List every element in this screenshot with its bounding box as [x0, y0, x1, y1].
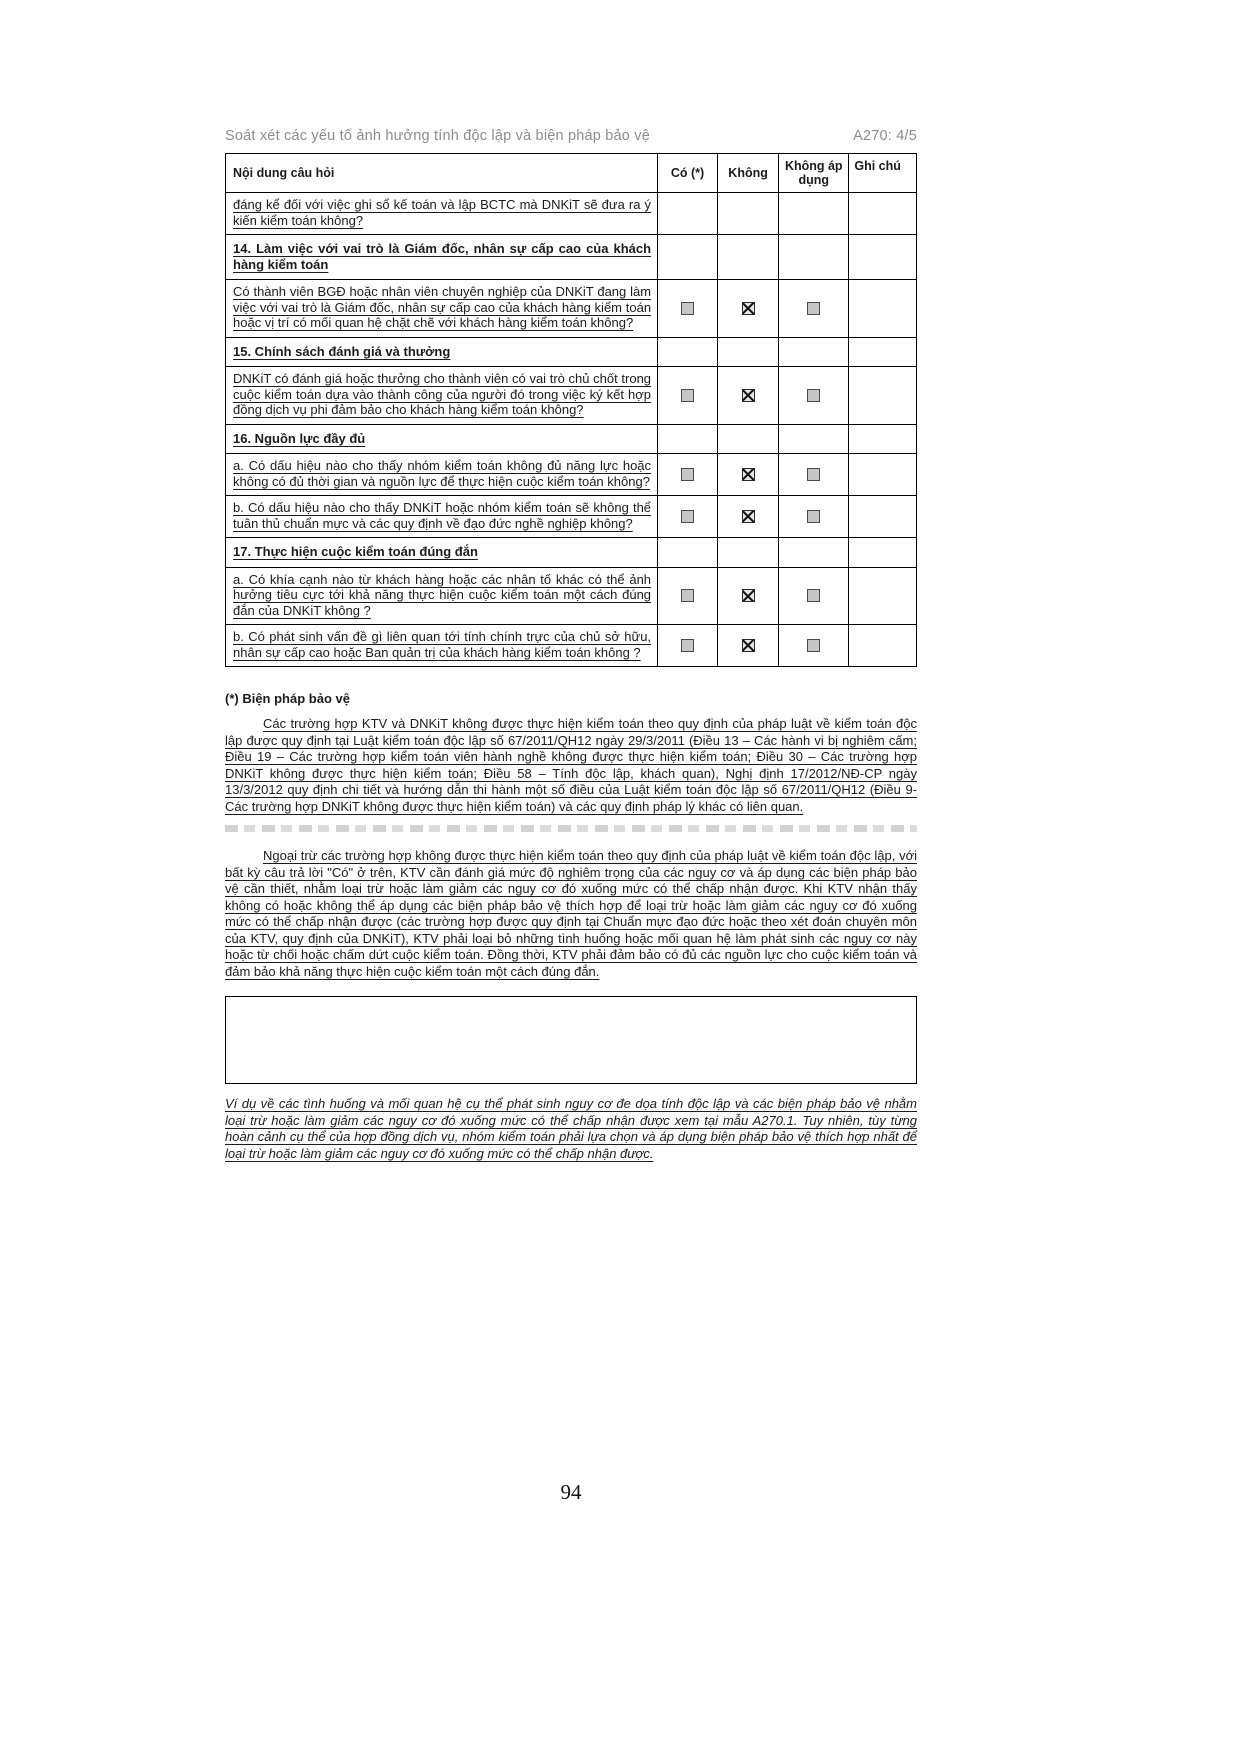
na-cell	[779, 337, 849, 367]
question-text: đáng kể đối với việc ghi sổ kế toán và lập BCTC mà DNKiT sẽ đưa ra ý kiến kiểm toán không?	[233, 197, 652, 228]
notes-box[interactable]	[225, 996, 917, 1084]
page-reference: A270: 4/5	[853, 128, 917, 144]
no-checkbox-checked[interactable]	[742, 302, 755, 315]
no-cell	[717, 454, 778, 496]
na-checkbox[interactable]	[807, 468, 820, 481]
questions-table-body	[226, 193, 917, 667]
yes-checkbox[interactable]	[681, 302, 694, 315]
questionnaire-table	[225, 153, 917, 667]
na-cell	[779, 280, 849, 338]
na-checkbox[interactable]	[807, 389, 820, 402]
na-cell	[779, 193, 849, 235]
legal-references-paragraph: Các trường hợp KTV và DNKiT không được thực hiện kiểm toán theo quy định của pháp luật về kiểm toán độc lập được quy định tại Luật kiểm toán độc lập số 67/2011/QH12 ngày 29/3/2011 (Điều 13 – Các hành vi bị nghiêm cấm; Điều 19 – Các trường hợp kiểm toán viên hành nghề không được thực hiện kiểm toán; Điều 30 – Các trường hợp DNKiT không được thực hiện kiểm toán; Điều 58 – Tính độc lập, khách quan), Nghị định 17/2012/NĐ-CP ngày 13/3/2012 quy định chi tiết và hướng dẫn thi hành một số điều của Luật kiểm toán độc lập số 67/2011/QH12 (Điều 9- Các trường hợp DNKiT không được thực hiện kiểm toán) và các quy định pháp lý khác có liên quan.	[225, 716, 917, 814]
yes-checkbox[interactable]	[681, 389, 694, 402]
question-text: 17. Thực hiện cuộc kiểm toán đúng đắn	[233, 544, 478, 559]
question-text: DNKiT có đánh giá hoặc thưởng cho thành viên có vai trò chủ chốt trong cuộc kiểm toán dựa vào thành công của người đó trong việc ký kết hợp đồng dịch vụ phi đảm bảo cho khách hàng kiểm toán không?	[233, 371, 652, 417]
yes-checkbox[interactable]	[681, 639, 694, 652]
na-checkbox[interactable]	[807, 589, 820, 602]
no-cell	[717, 625, 778, 667]
note-cell	[849, 538, 917, 568]
note-cell	[849, 337, 917, 367]
na-cell	[779, 235, 849, 280]
question-text: a. Có khía cạnh nào từ khách hàng hoặc các nhân tố khác có thể ảnh hưởng tiêu cực tới khả năng thực hiện cuộc kiểm toán một cách đúng đắn của DNKiT không ?	[233, 571, 652, 618]
question-text: a. Có dấu hiệu nào cho thấy nhóm kiểm toán không đủ năng lực hoặc không có đủ thời gian và nguồn lực để thực hiện cuộc kiểm toán không?	[233, 458, 652, 489]
section-row	[226, 235, 917, 280]
no-cell	[717, 337, 778, 367]
yes-cell	[658, 496, 718, 538]
note-cell	[849, 193, 917, 235]
question-text: 14. Làm việc với vai trò là Giám đốc, nhân sự cấp cao của khách hàng kiểm toán	[233, 241, 652, 272]
yes-cell	[658, 567, 718, 625]
yes-cell	[658, 454, 718, 496]
note-cell	[849, 625, 917, 667]
column-header-note: Ghi chú	[849, 154, 917, 193]
yes-cell	[658, 337, 718, 367]
section-row	[226, 337, 917, 367]
question-row	[226, 496, 917, 538]
no-checkbox-checked[interactable]	[742, 589, 755, 602]
note-cell	[849, 454, 917, 496]
note-cell	[849, 367, 917, 425]
question-row	[226, 280, 917, 338]
example-note: Ví dụ về các tình huống và mối quan hệ cụ thể phát sinh nguy cơ đe dọa tính độc lập và các biện pháp bảo vệ nhằm loại trừ hoặc làm giảm các nguy cơ đó xuống mức có thể chấp nhận được xem tại mẫu A270.1. Tuy nhiên, tùy từng hoàn cảnh cụ thể của hợp đồng dịch vụ, nhóm kiểm toán phải lựa chọn và áp dụng biện pháp bảo vệ thích hợp nhất để loại trừ hoặc làm giảm các nguy cơ đó xuống mức có thể chấp nhận được.	[225, 1096, 917, 1161]
question-row	[226, 367, 917, 425]
clipped-text-artifact	[225, 825, 917, 832]
question-text: 15. Chính sách đánh giá và thưởng	[233, 343, 451, 359]
yes-cell	[658, 280, 718, 338]
no-cell	[717, 280, 778, 338]
question-text: b. Có phát sinh vấn đề gì liên quan tới tính chính trực của chủ sở hữu, nhân sự cấp cao hoặc Ban quản trị của khách hàng kiểm toán không ?	[233, 629, 652, 660]
note-cell	[849, 424, 917, 454]
guidance-paragraph: Ngoại trừ các trường hợp không được thực hiện kiểm toán theo quy định của pháp luật về kiểm toán độc lập, với bất kỳ câu trả lời "Có" ở trên, KTV cần đánh giá mức độ nghiêm trọng của các nguy cơ và áp dụng các biện pháp bảo vệ cần thiết, nhằm loại trừ hoặc làm giảm các nguy cơ đó xuống mức có thể chấp nhận được. Khi KTV nhận thấy không có hoặc không thể áp dụng các biện pháp bảo vệ thích hợp để loại trừ hoặc làm giảm các nguy cơ đó xuống mức có thể chấp nhận được (các trường hợp được quy định tại Chuẩn mực đạo đức hoặc theo xét đoán chuyên môn của KTV, quy định của DNKiT), KTV phải loại bỏ những tình huống hoặc mối quan hệ làm phát sinh các nguy cơ này hoặc từ chối hoặc chấm dứt cuộc kiểm toán. Đồng thời, KTV phải đảm bảo có đủ các nguồn lực cho cuộc kiểm toán và đảm bảo khả năng thực hiện cuộc kiểm toán một cách đúng đắn.	[225, 848, 917, 979]
yes-checkbox[interactable]	[681, 510, 694, 523]
na-cell	[779, 496, 849, 538]
na-cell	[779, 538, 849, 568]
continuation-row	[226, 193, 917, 235]
no-cell	[717, 538, 778, 568]
note-cell	[849, 235, 917, 280]
safeguards-section	[225, 691, 917, 1162]
yes-cell	[658, 625, 718, 667]
no-cell	[717, 567, 778, 625]
column-header-question: Nội dung câu hỏi	[226, 154, 658, 193]
na-checkbox[interactable]	[807, 302, 820, 315]
yes-checkbox[interactable]	[681, 468, 694, 481]
na-cell	[779, 367, 849, 425]
question-row	[226, 625, 917, 667]
no-checkbox-checked[interactable]	[742, 468, 755, 481]
table-header-row	[226, 154, 917, 193]
na-cell	[779, 424, 849, 454]
na-cell	[779, 625, 849, 667]
section-row	[226, 424, 917, 454]
question-text: Có thành viên BGĐ hoặc nhân viên chuyên nghiệp của DNKiT đang làm việc với vai trò là Giám đốc, nhân sự cấp cao của khách hàng kiểm toán hoặc vị trí có mối quan hệ chặt chẽ với khách hàng kiểm toán không?	[233, 284, 652, 330]
note-cell	[849, 567, 917, 625]
question-text: 16. Nguồn lực đầy đủ	[233, 430, 366, 446]
no-checkbox-checked[interactable]	[742, 510, 755, 523]
document-title: Soát xét các yếu tố ảnh hưởng tính độc lập và biện pháp bảo vệ	[225, 128, 651, 144]
no-checkbox-checked[interactable]	[742, 389, 755, 402]
yes-cell	[658, 235, 718, 280]
na-cell	[779, 454, 849, 496]
page-number: 94	[560, 1480, 582, 1504]
yes-cell	[658, 538, 718, 568]
no-cell	[717, 367, 778, 425]
no-cell	[717, 424, 778, 454]
safeguards-title: (*) Biện pháp bảo vệ	[225, 691, 350, 706]
yes-checkbox[interactable]	[681, 589, 694, 602]
question-row	[226, 454, 917, 496]
yes-cell	[658, 193, 718, 235]
note-cell	[849, 280, 917, 338]
note-cell	[849, 496, 917, 538]
column-header-yes: Có (*)	[658, 154, 718, 193]
yes-cell	[658, 367, 718, 425]
document-header	[225, 128, 917, 144]
question-text: b. Có dấu hiệu nào cho thấy DNKiT hoặc nhóm kiểm toán sẽ không thể tuân thủ chuẩn mực và các quy định về đạo đức nghề nghiệp không?	[233, 500, 652, 531]
yes-cell	[658, 424, 718, 454]
no-checkbox-checked[interactable]	[742, 639, 755, 652]
column-header-na: Không áp dụng	[779, 154, 849, 193]
na-checkbox[interactable]	[807, 510, 820, 523]
question-row	[226, 567, 917, 625]
column-header-no: Không	[717, 154, 778, 193]
no-cell	[717, 496, 778, 538]
na-checkbox[interactable]	[807, 639, 820, 652]
na-cell	[779, 567, 849, 625]
section-row	[226, 538, 917, 568]
no-cell	[717, 235, 778, 280]
no-cell	[717, 193, 778, 235]
